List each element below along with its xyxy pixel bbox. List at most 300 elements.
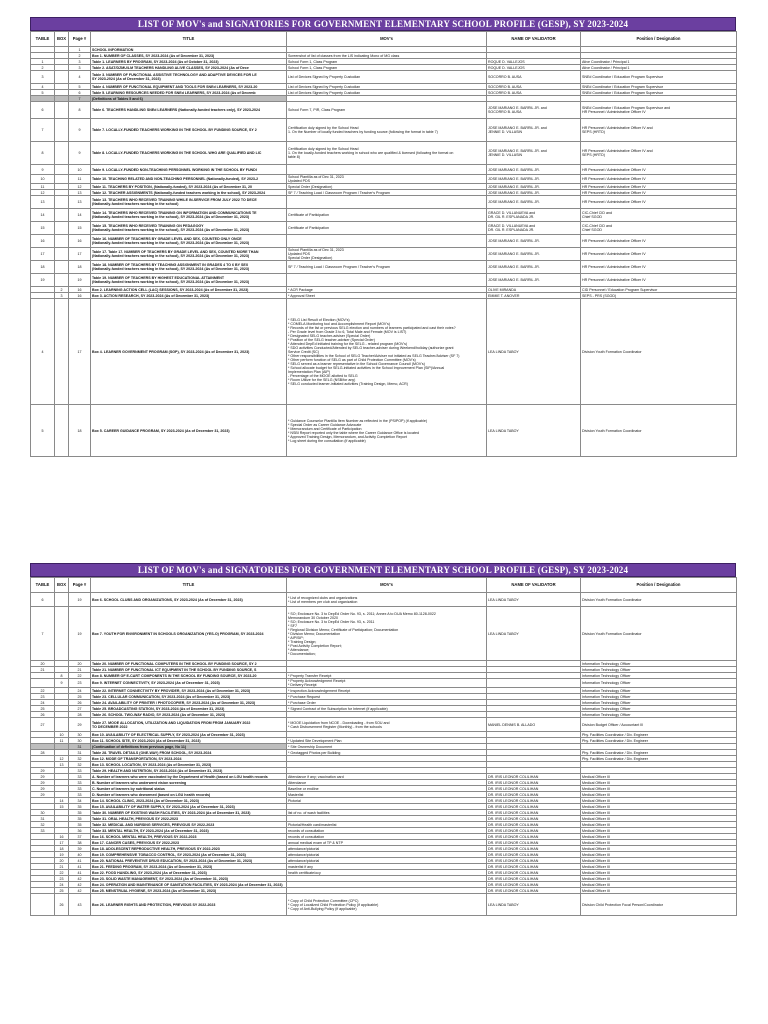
cell-position: Ative Coordinator / Principal 1 (581, 65, 737, 71)
cell-title-line: Table 19. NUMBER OF TEACHERS BY HIGHEST EDUCATIONAL ATTAINMENT (92, 276, 225, 280)
cell-movs-line: * Cash Disbursement Register (Monthly) - from the schools (288, 724, 382, 729)
table-row (31, 718, 737, 732)
cell-validator: SOCORRO B. AUSA (487, 71, 581, 84)
cell-movs: * Property Transfer Receipt (287, 673, 487, 679)
cell-movs (287, 175, 487, 184)
cell-title: Box 12. MODE OF TRANSPORTATION, SY 2023-2024 (91, 756, 287, 762)
cell-position: Division Youth Formation Coordinator (581, 593, 737, 607)
cell-box-no: 15 (55, 804, 69, 810)
cell-title-line: (Nationally-funded teachers working in the school), SY 2023-2024 (As of December 31, 2023) (92, 267, 250, 271)
cell-title: Table 10. TEACHING RELATED AND NON-TEACHING PERSONNEL (Nationally-funded), SY 2023-2 (91, 175, 287, 184)
cell-movs-line: Updated PDS (288, 179, 310, 183)
cell-position: Phy. Facilities Coordinator / Div. Engineer (581, 750, 737, 756)
cell-movs-line: Implementation Plan (AIP) (288, 369, 330, 374)
cell-position: Medical Officer III (581, 882, 737, 888)
cell-movs-line: * COMELA Monitoring tool and Accomplishment Report (MOV's) (288, 321, 390, 326)
table-row (31, 175, 737, 184)
cell-title: Table 9. LOCALLY-FUNDED NON-TEACHING PERSONNEL WORKING IN THE SCHOOL BY FUNDI (91, 165, 287, 175)
cell-title (91, 235, 287, 248)
cell-validator: JOSE MARIANO E. BARRIL JR. (487, 261, 581, 274)
cell-movs-line: * SDO activities Conducted/Attended by SELG teacher-adviser during Weekend/holiday (authorize grant (288, 345, 454, 350)
cell-position-line: Chief SGOD (582, 215, 602, 219)
cell-position: Phy. Facilities Coordinator / Div. Engineer (581, 738, 737, 744)
cell-validator: DR. IRIS LEONOR COLILIHAN (487, 876, 581, 882)
cell-movs-line: School Plantilla as of Dec 31, 2023 (288, 175, 344, 179)
cell-validator: JOSE MARIANO E. BARRIL JR. (487, 274, 581, 287)
cell-page-no: 36 (69, 828, 91, 834)
cell-movs-line: * Division Memo; Documentation (288, 631, 341, 636)
cell-table-no: 33 (31, 828, 55, 834)
cell-validator: DR. IRIS LEONOR COLILIHAN (487, 852, 581, 858)
cell-position-line: HR Personnel / Administrative Officer IV and (582, 126, 653, 130)
cell-title-line: (Nationally-funded teachers working in the school), SY 2023-2024 (As of December 31, 2023) (92, 254, 250, 258)
cell-position: Medical Officer III (581, 846, 737, 852)
cell-movs: * Site Ownership Document (287, 744, 487, 750)
header-row (31, 32, 737, 47)
cell-page-no: 41 (69, 870, 91, 876)
cell-table-no: 9 (31, 165, 55, 175)
cell-movs-line: * Copy of Anti-Bullying Policy (if applicable) (288, 906, 357, 911)
cell-validator: JOSE MARIANO E. BARRIL JR. (487, 248, 581, 261)
cell-page-no: 13 (69, 190, 91, 196)
cell-movs-line: * Position of the SELG teacher-adviser (Special Order) (288, 337, 375, 342)
cell-page-no: 10 (69, 165, 91, 175)
cell-movs: records of consultation (287, 834, 487, 840)
cell-title: Box 23. SOLID WASTE MANAGEMENT, SY 2023-2024 (As of December 31, 2023) (91, 876, 287, 882)
cell-title (91, 71, 287, 84)
cell-table-no: 10 (31, 175, 55, 184)
cell-page-no: 41 (69, 858, 91, 864)
cell-position: Medical Officer III (581, 876, 737, 882)
cell-position: HR Personnel / Administrative Officer IV (581, 190, 737, 196)
header-table: TABLE (31, 578, 55, 593)
cell-movs-line: - Percentage of the MOOE allotted to SELG (288, 373, 358, 378)
cell-movs (287, 235, 487, 248)
cell-table-no: 1 (31, 59, 55, 65)
cell-movs: School Form 7, PIR, Class Program (287, 102, 487, 119)
cell-position: Information Technology Officer (581, 700, 737, 706)
cell-position: Ative Coordinator / Principal 1 (581, 59, 737, 65)
cell-box-no (55, 222, 69, 235)
cell-box-no: 2 (55, 287, 69, 293)
cell-page-no: 19 (69, 607, 91, 661)
header-position: Position / Designation (581, 32, 737, 47)
mov-table-2 (30, 577, 737, 916)
cell-validator (487, 102, 581, 119)
table-row (31, 119, 737, 142)
cell-validator: JOSE MARIANO E. BARRIL JR. (487, 190, 581, 196)
cell-validator-line: DR. GIL R. ESPLANADA JR. (488, 228, 535, 232)
cell-title: Box 5. CAREER GUIDANCE PROGRAM, SY 2023-2024 (As of December 31, 2023) (91, 405, 287, 457)
cell-movs (287, 196, 487, 209)
cell-position: Information Technology Officer (581, 679, 737, 688)
cell-table-no: 5 (31, 90, 55, 96)
cell-title: Table 32. MEDICAL AND NURSING SERVICES, PREVIOUS SY 2022-2023 (91, 822, 287, 828)
cell-title: Table 21. NUMBER OF FUNCTIONAL ICT EQUIPMENT IN THE SCHOOL BY FUNDING SOURCE, S (91, 667, 287, 673)
cell-position: Medical Officer III (581, 888, 737, 894)
cell-box-no (55, 196, 69, 209)
cell-title: Box 7. YOUTH FOR ENVIRONMENT IN SCHOOLS ORGANIZATION (YES-O) PROGRAM, SY 2023-2024 (91, 607, 287, 661)
cell-title: Table 2. ASAT/DZMU/LM TEACHERS HANDLING ALIVE CLASSES, SY 2023-2024 (As of Dece (91, 65, 287, 71)
header-row (31, 578, 737, 593)
cell-movs-line: * Memorandum and Certificate of Participation (288, 426, 362, 431)
cell-validator: LEA LINDA TABOY (487, 299, 581, 405)
cell-title-line: (Nationally-funded teachers working in the school) (92, 202, 179, 206)
header-title: TITLE (91, 578, 287, 593)
cell-movs (287, 142, 487, 165)
cell-title: Table 22. INTERNET CONNECTIVITY BY PROVIDER, SY 2023-2024 (As of December 31, 2023) (91, 688, 287, 694)
cell-position: Medical Officer III (581, 792, 737, 798)
cell-movs-line: * Property Acknowledgment Receipt (288, 679, 346, 683)
cell-validator: DR. IRIS LEONOR COLILIHAN (487, 828, 581, 834)
cell-box-no (55, 209, 69, 222)
cell-movs-line: School Plantilla as of Dec 31, 2023 (288, 248, 344, 252)
cell-position: Information Technology Officer (581, 694, 737, 700)
cell-movs-line: * Designated SELG teacher-adviser (Special Order) (288, 333, 371, 338)
cell-page-no: 9 (69, 119, 91, 142)
cell-table-no: 27 (31, 718, 55, 732)
table-row (31, 248, 737, 261)
cell-title: Box 4. LEARNER GOVERNMENT PROGRAM (SGP), SY 2023-2024 (As of December 31, 2023) (91, 299, 287, 405)
cell-title: Box 13. SCHOOL LOCATION, SY 2023-2024 (As of December 31, 2023) (91, 762, 287, 768)
cell-page-no: 33 (69, 786, 91, 792)
cell-table-no: 13 (31, 196, 55, 209)
cell-movs (287, 248, 487, 261)
cell-title: Box 1. NUMBER OF CLASSES, SY 2023-2024 (As of December 31, 2023) (91, 53, 287, 59)
cell-table-no: 14 (31, 209, 55, 222)
cell-title: C. Number of learners by nutritional status (91, 786, 287, 792)
cell-movs (287, 894, 487, 916)
cell-table-no: 29 (31, 786, 55, 792)
cell-movs: attendance/pictorial (287, 858, 487, 864)
cell-table-no: 12 (31, 190, 55, 196)
cell-movs: * ACR Package (287, 287, 487, 293)
cell-page-no: 33 (69, 780, 91, 786)
cell-validator: DR. IRIS LEONOR COLILIHAN (487, 798, 581, 804)
cell-table-no: 30 (31, 810, 55, 816)
cell-box-no: 24 (55, 882, 69, 888)
cell-box-no (55, 274, 69, 287)
cell-movs-line: * MOOE Liquidation from NCOE - Downloading - from SOU and (288, 720, 390, 725)
cell-validator: JOSE MARIANO E. BARRIL JR. (487, 184, 581, 190)
cell-validator: JOSE MARIANO E. BARRIL JR. (487, 196, 581, 209)
cell-validator: ROQUE D. VALLEJOS (487, 59, 581, 65)
cell-movs-line: * Log sheet during the consultation (if applicable) (288, 438, 366, 443)
cell-position: Phy. Facilities Coordinator / Div. Engineer (581, 732, 737, 738)
cell-movs-line: * SELG conducted learner-initiated activities (Training Design, Memo, ACR) (288, 381, 408, 386)
cell-box-no: 26 (55, 894, 69, 916)
cell-position: Medical Officer III (581, 804, 737, 810)
cell-movs-line: * AIP/SIP; (288, 635, 304, 640)
cell-page-no: 17 (69, 299, 91, 405)
cell-title-line: SY 2023-2024 (As of December 31, 2023) (92, 77, 161, 81)
cell-title-line: Table 16. NUMBER OF TEACHERS BY GRADE LEVEL AND SEX, COUNTED ONLY ONCE (92, 237, 242, 241)
cell-title: Box 3. ACTION RESEARCH, SY 2023-2024 (As of December 31, 2023) (91, 293, 287, 299)
cell-title: Table 20. NUMBER OF FUNCTIONAL COMPUTERS IN THE SCHOOL BY FUNDING SOURCE, SY 2 (91, 661, 287, 667)
table-row (31, 222, 737, 235)
cell-title (91, 248, 287, 261)
cell-box-no: 17 (55, 840, 69, 846)
cell-movs: SF 7 / Teaching Load / Classroom Program / Teacher's Program (287, 261, 487, 274)
table-row (31, 102, 737, 119)
cell-movs-line: Service Credit (SC) (288, 349, 319, 354)
cell-position: Medical Officer III (581, 834, 737, 840)
cell-position: Medical Officer III (581, 798, 737, 804)
cell-title (91, 222, 287, 235)
cell-validator-line: JENNIE D. VILLASIN (488, 130, 523, 134)
cell-title (91, 209, 287, 222)
cell-position: Medical Officer III (581, 774, 737, 780)
cell-title: Table 26. SCHOOL TWO-WAY RADIO, SY 2023-2024 (As of December 31, 2023) (91, 712, 287, 718)
cell-validator: SOCORRO B. AUSA (487, 84, 581, 90)
cell-position: Information Technology Officer (581, 661, 737, 667)
table-row (31, 274, 737, 287)
cell-title-line: TO DECEMBER 2022 (92, 724, 128, 729)
cell-box-no: 20 (55, 858, 69, 864)
cell-title (91, 274, 287, 287)
cell-position: Medical Officer III (581, 852, 737, 858)
cell-page-no: 37 (69, 834, 91, 840)
cell-box-no: 13 (55, 762, 69, 768)
cell-position: Medical Officer III (581, 870, 737, 876)
cell-table-no: 24 (31, 700, 55, 706)
cell-box-no (55, 119, 69, 142)
header-validator: NAME OF VALIDATOR (487, 578, 581, 593)
cell-page-no: 26 (69, 700, 91, 706)
cell-title: (Definitions of Tables 5 and 6) (91, 96, 287, 102)
cell-validator-line: JENNIE D. VILLASIN (488, 153, 523, 157)
cell-box-no (55, 102, 69, 119)
cell-box-no: 22 (55, 870, 69, 876)
cell-page-no: 23 (69, 679, 91, 688)
cell-validator: DR. IRIS LEONOR COLILIHAN (487, 816, 581, 822)
cell-movs (287, 119, 487, 142)
cell-position: Information Technology Officer (581, 706, 737, 712)
cell-page-no: 40 (69, 852, 91, 858)
cell-position-line: CIC-Chief CID and (582, 211, 612, 215)
cell-table-no: 29 (31, 774, 55, 780)
cell-table-no: 7 (31, 119, 55, 142)
cell-box-no (55, 607, 69, 661)
cell-position-line: Chief SGOD (582, 228, 602, 232)
cell-table-no: 3 (31, 71, 55, 84)
cell-box-no: 12 (55, 756, 69, 762)
cell-movs: health certificate/ocy (287, 870, 487, 876)
cell-position: HR Personnel / Administrative Officer IV (581, 235, 737, 248)
cell-movs: Attendance (287, 780, 487, 786)
header-page: Page # (69, 578, 91, 593)
cell-position-line: SNEd Coordinator / Education Program Supervisor and (582, 106, 671, 110)
cell-position: Medical Officer III (581, 840, 737, 846)
cell-title (91, 718, 287, 732)
cell-page-no: 12 (69, 184, 91, 190)
header-movs: MOV's (287, 32, 487, 47)
cell-movs: SF 7 / Teaching Load / Classroom Program / Teacher's Program (287, 190, 487, 196)
table-row (31, 142, 737, 165)
cell-position-line: HR Personnel / Administrative Officer IV and (582, 149, 653, 153)
cell-title: SCHOOL INFORMATION (91, 47, 287, 53)
cell-movs-line: * Attended DepEd initiated training for the SELG - related program (MOV's) (288, 341, 408, 346)
cell-title: B. Number of learners who underwent vision screening (91, 780, 287, 786)
cell-validator: MANIEL DENNIS B. ALLADO (487, 718, 581, 732)
cell-title-line: (Nationally-funded teachers working in the school), SY 2023-2024 (As of December 31, 2023) (92, 280, 250, 284)
cell-validator-line: GRACE D. VILLANUEVA and (488, 211, 536, 215)
cell-position: Medical Officer III (581, 786, 737, 792)
cell-page-no: 21 (69, 667, 91, 673)
cell-page-no: 19 (69, 274, 91, 287)
cell-box-no: 23 (55, 876, 69, 882)
cell-movs: Baseline or endline (287, 786, 487, 792)
cell-validator: DR. IRIS LEONOR COLILIHAN (487, 792, 581, 798)
cell-table-no: 18 (31, 261, 55, 274)
cell-table-no: 17 (31, 248, 55, 261)
cell-page-no: 22 (69, 673, 91, 679)
cell-validator: DR. IRIS LEONOR COLILIHAN (487, 858, 581, 864)
cell-movs-line: * Records of the list or previous SELG election and numbers of learners participated and cast their votes? (288, 325, 456, 330)
cell-page-no: 33 (69, 792, 91, 798)
cell-position: HR Personnel / Administrative Officer IV (581, 184, 737, 190)
cell-page-no: 11 (69, 175, 91, 184)
cell-title: Box 20. NATIONAL PREVENTIVE DRUG EDUCATION, SY 2023-2024 (As of December 31, 2023) (91, 858, 287, 864)
cell-box-no: 16 (55, 834, 69, 840)
cell-movs-line: * Documentation; (288, 651, 316, 656)
cell-position (581, 102, 737, 119)
cell-position: Information Technology Officer (581, 712, 737, 718)
cell-movs-line: * SF7 (288, 623, 297, 628)
cell-position-line: SEPS (HRTD) (582, 130, 605, 134)
cell-title: Box 22. FOOD HANDLING, SY 2023-2024 (As of December 31, 2023) (91, 870, 287, 876)
cell-movs: attendance/pictorial (287, 852, 487, 858)
cell-title: Box 2. LEARNING ACTION CELL (LAC) SESSIONS, SY 2023-2024 (As of December 31, 2023) (91, 287, 287, 293)
cell-position: Medical Officer III (581, 810, 737, 816)
header-movs: MOV's (287, 578, 487, 593)
cell-position: Division Child Protection Focal Person/Coordinator (581, 894, 737, 916)
sheet-page-1 (30, 17, 736, 457)
cell-title-line: Table 18. NUMBER OF TEACHERS BY TEACHING ASSIGNMENT IN GRADES 4 TO 6 BY SEX (92, 263, 249, 267)
cell-validator: SOCORRO B. AUSA (487, 90, 581, 96)
cell-title: Table 31. ORAL HEALTH, PREVIOUS SY 2022-2023 (91, 816, 287, 822)
cell-position: Information Technology Officer (581, 673, 737, 679)
cell-table-no: 6 (31, 593, 55, 607)
cell-title: Box 18. ADOLESCENT REPRODUCTIVE HEALTH, PREVIOUS SY 2022-2023 (91, 846, 287, 852)
cell-position-line: HR Personnel / Administrative Officer IV (582, 110, 646, 114)
cell-position: Medical Officer III (581, 816, 737, 822)
cell-title-line: (Nationally-funded teachers working in the school), SY 2023-2024 (As of December 31, 2023) (92, 228, 250, 232)
cell-movs-line: * Other responsibilities in the School of SELG Teacher/Adviser not initiated as SELG Teacher/Adviser (SF 7) (288, 353, 460, 358)
cell-table-no: 16 (31, 235, 55, 248)
cell-box-no (55, 235, 69, 248)
table-row (31, 894, 737, 916)
cell-title (91, 196, 287, 209)
cell-validator-line: JOSE MARIANO E. BARRIL JR. and (488, 106, 547, 110)
cell-box-no: 25 (55, 888, 69, 894)
cell-title (91, 261, 287, 274)
cell-title: Table 23. CELLULAR COMMUNICATION, SY 2023-2024 (As of December 31, 2023) (91, 694, 287, 700)
header-page: Page # (69, 32, 91, 47)
cell-position: Medical Officer III (581, 858, 737, 864)
cell-title: (Continuation of definitions from previous page, No 11) (91, 744, 287, 750)
cell-movs-line: * Copy of Child Protection Committee (CPC) (288, 898, 359, 903)
cell-title: D. Number of learners who dewormed (based on LGU health records) (91, 792, 287, 798)
cell-page-no: 18 (69, 261, 91, 274)
cell-position: Phy. Facilities Coordinator / Div. Engineer (581, 756, 737, 762)
cell-validator: DR. IRIS LEONOR COLILIHAN (487, 804, 581, 810)
cell-movs (287, 718, 487, 732)
cell-page-no: 35 (69, 822, 91, 828)
cell-table-no: 29 (31, 780, 55, 786)
sheet-banner: LIST OF MOV's and SIGNATORIES FOR GOVERNMENT ELEMENTARY SCHOOL PROFILE (GESP), SY 2023-2024 (30, 17, 736, 31)
cell-movs-line: Updated PDS (288, 252, 310, 256)
cell-validator: DR. IRIS LEONOR COLILIHAN (487, 846, 581, 852)
cell-page-no: 1 (69, 47, 91, 53)
cell-box-no: 21 (55, 864, 69, 870)
cell-movs-line: * SELG served as a learner representative in the School Governance Council (MOV's) (288, 361, 425, 366)
cell-table-no: 29 (31, 768, 55, 774)
table-row (31, 405, 737, 457)
cell-movs: annual medical exam of TP & NTP (287, 840, 487, 846)
cell-movs: Special Order (Designation) (287, 184, 487, 190)
cell-page-no: 39 (69, 846, 91, 852)
sheet-banner: LIST OF MOV's and SIGNATORIES FOR GOVERNMENT ELEMENTARY SCHOOL PROFILE (GESP), SY 2023-2024 (30, 563, 736, 577)
cell-movs: * Signed Contract of the Subscription for Internet (if applicable) (287, 706, 487, 712)
cell-table-no (31, 679, 55, 688)
cell-position-line: CIC-Chief CID and (582, 224, 612, 228)
cell-position (581, 222, 737, 235)
cell-box-no (55, 299, 69, 405)
cell-table-no: 22 (31, 688, 55, 694)
cell-page-no: 42 (69, 888, 91, 894)
cell-page-no: 9 (69, 142, 91, 165)
cell-movs-line: * Approved Training Design, Memorandum, and Activity Completion Report (288, 434, 407, 439)
cell-page-no: 8 (69, 102, 91, 119)
cell-movs-line: Certification duly signed by the School Head (288, 147, 359, 151)
cell-box-no: 8 (55, 673, 69, 679)
cell-title-line: Table 15. TEACHERS WHO RECEIVED TRAINING ON PEDAGOGY (92, 224, 204, 228)
cell-box-no (55, 593, 69, 607)
cell-table-no: 25 (31, 706, 55, 712)
cell-movs-line: * Post Activity Completion Report; (288, 643, 342, 648)
cell-page-no: 29 (69, 718, 91, 732)
cell-position: SNEd Coordinator / Education Program Supervisor (581, 90, 737, 96)
table-row (31, 593, 737, 607)
cell-movs-line: * SO; Enclosure No. 3 to DepEd Order No. 93, s. 2011 (288, 619, 375, 624)
cell-page-no: 13 (69, 196, 91, 209)
table-row (31, 235, 737, 248)
cell-validator: DR. IRIS LEONOR COLILIHAN (487, 888, 581, 894)
cell-title: Table 11. TEACHERS BY POSITION, (Nationally-funded), SY 2023-2024 (As of December 31, 20 (91, 184, 287, 190)
cell-position: HR Personnel / Administrative Officer IV (581, 196, 737, 209)
cell-table-no: 31 (31, 816, 55, 822)
cell-position: Medical Officer III (581, 780, 737, 786)
cell-page-no: 35 (69, 804, 91, 810)
cell-validator: DR. IRIS LEONOR COLILIHAN (487, 780, 581, 786)
cell-movs: Certificate of Participation (287, 209, 487, 222)
cell-table-no: 21 (31, 667, 55, 673)
cell-page-no: 16 (69, 235, 91, 248)
cell-movs-line: * SO; Enclosure No. 3 to DepEd Order No. 93, s. 2011; Annex A to DUA Memo 80-1128-0022 (288, 611, 436, 616)
cell-table-no: 20 (31, 661, 55, 667)
cell-table-no: 15 (31, 222, 55, 235)
cell-title: Box 15. AVAILABILITY OF WATER SUPPLY, SY 2023-2024 (As of December 31, 2023) (91, 804, 287, 810)
header-table: TABLE (31, 32, 55, 47)
cell-movs: Pictorial (287, 798, 487, 804)
cell-table-no: 26 (31, 712, 55, 718)
cell-validator (487, 142, 581, 165)
cell-page-no: 30 (69, 732, 91, 738)
cell-movs: * Approval Sheet (287, 293, 487, 299)
cell-table-no (31, 894, 55, 916)
cell-movs-line: * List of members per club and organization (288, 599, 358, 604)
